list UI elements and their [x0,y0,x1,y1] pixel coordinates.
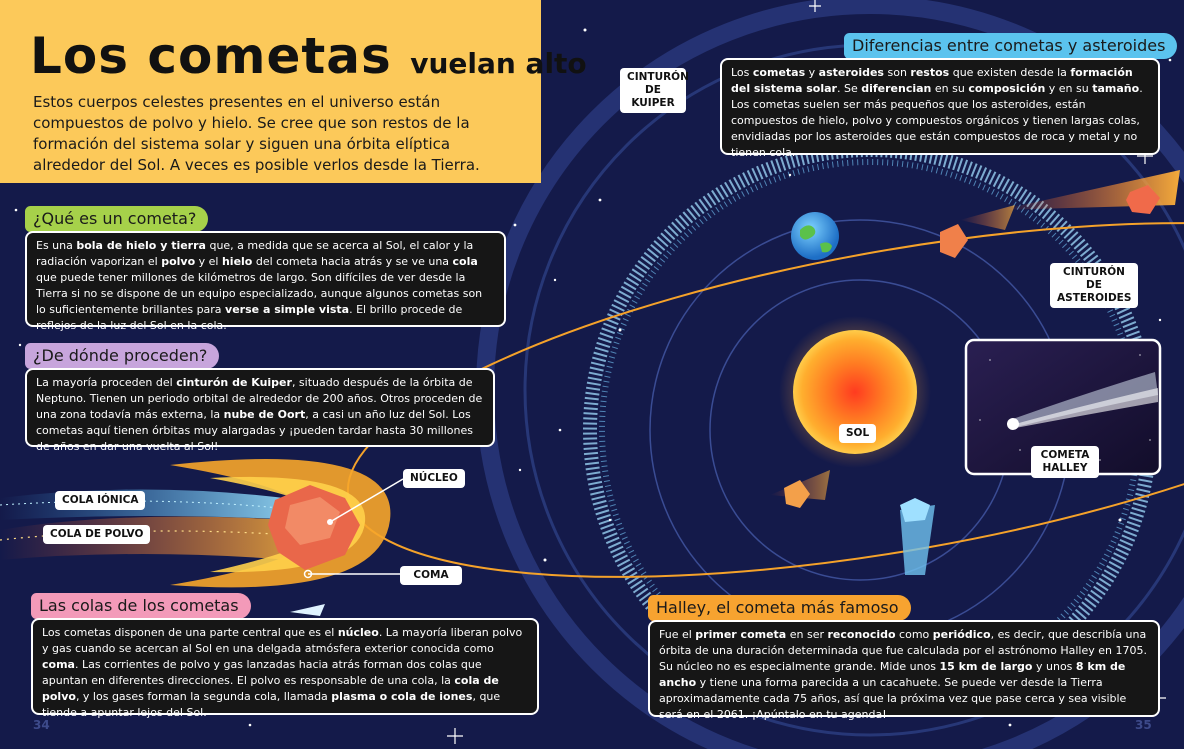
bold-term: restos [910,66,950,79]
bold-term: periódico [932,628,991,641]
bold-term: verse a simple vista [225,303,350,316]
bold-term: tamaño [1092,82,1140,95]
que-text-box: Es una bola de hielo y tierra que, a medida que se acerca al Sol, el calor y la radiación vaporizan el polvo y el hielo del cometa hacia atrás y se ve una cola que puede tener millones de kilómetros de largo. Son difíciles de ver desde la Tierra si no se dispone de un equipo especializado, aunque algunos cometas son lo suficientemente brillantes para verse a simple vista. El brillo procede de reflejos de la luz del Sol en la cola. [25,231,506,327]
label-cola-polvo: COLA DE POLVO [43,525,150,544]
label-kuiper [620,68,689,113]
halley-text-box: Fue el primer cometa en ser reconocido como periódico, es decir, que describía una órbita de una duración determinada que fue calculada por el astrónomo Halley en 1705. Su núcleo no es especialmente grande. Mide unos 15 km de largo y unos 8 km de ancho y tiene una forma parecida a un cacahuete. Se puede ver desde la Tierra aproximadamente cada 75 años, así que la próxima vez que pase cerca y sea visible será en el 2061. ¡Apúntalo en tu agenda! [648,620,1160,717]
bold-term: asteroides [818,66,884,79]
label-halley [1031,446,1099,478]
page-number-left: 34 [33,718,50,732]
halley-heading: Halley, el cometa más famoso [648,595,911,621]
label-cola-ionica: COLA IÓNICA [55,491,145,510]
label-coma: COMA [400,566,462,585]
header-panel [0,0,587,183]
title-sub: vuelan alto [410,47,587,80]
intro-text: Estos cuerpos celestes presentes en el universo están compuestos de polvo y hielo. Se cree que son restos de la formación del sistema solar y siguen una órbita elíptica alrededor del Sol. A veces es posible verlos desde la Tierra. [33,93,480,174]
bold-term: núcleo [337,626,379,639]
donde-heading: ¿De dónde proceden? [25,343,219,369]
bold-term: diferencian [861,82,932,95]
colas-text-box: Los cometas disponen de una parte central que es el núcleo. La mayoría liberan polvo y gas cuando se acercan al Sol en una delgada atmósfera exterior conocida como coma. Las corrientes de polvo y gas lanzadas hacia atrás forman dos colas que apuntan en diferentes direcciones. El polvo es responsable de una cola, la cola de polvo, y los gases forman la segunda cola, llamada plasma o cola de iones, que tiende a apuntar lejos del Sol. [31,618,539,715]
bold-term: formación del sistema solar [731,66,1133,95]
bold-term: 8 km de ancho [659,660,1126,689]
bold-term: cometas [752,66,806,79]
bold-term: composición [968,82,1046,95]
diferencias-heading: Diferencias entre cometas y asteroides [844,33,1177,59]
bold-term: 15 km de largo [939,660,1033,673]
bold-term: primer cometa [695,628,787,641]
bold-term: cola de polvo [42,674,499,703]
label-nucleo: NÚCLEO [403,469,465,488]
label-asteroides-text: CINTURÓN DE ASTEROIDES [1057,266,1132,304]
page-number-right: 35 [1135,718,1152,732]
bold-term: reconocido [827,628,896,641]
title-main: Los cometas [30,27,392,85]
label-kuiper-text: CINTURÓN DE KUIPER [627,71,689,109]
page-title [30,26,587,94]
bold-term: cola [452,255,478,268]
bold-term: plasma o cola de iones [331,690,473,703]
label-sol: SOL [839,424,876,443]
bold-term: cinturón de Kuiper [176,376,292,389]
label-halley-text: COMETA HALLEY [1040,449,1090,474]
diferencias-text-box: Los cometas y asteroides son restos que existen desde la formación del sistema solar. Se diferencian en su composición y en su tamaño. Los cometas suelen ser más pequeños que los asteroides, están compuestos de hielo, polvo y compuestos orgánicos y tienen largas colas, envidiadas por los asteroides que están compuestos de roca y metal y no tienen cola. [720,58,1160,155]
colas-heading: Las colas de los cometas [31,593,251,619]
bold-term: coma [42,658,75,671]
label-asteroides [1050,263,1138,308]
bold-term: hielo [221,255,253,268]
bold-term: bola de hielo y tierra [76,239,206,252]
que-heading: ¿Qué es un cometa? [25,206,208,232]
bold-term: nube de Oort [223,408,306,421]
bold-term: polvo [161,255,196,268]
donde-text-box: La mayoría proceden del cinturón de Kuiper, situado después de la órbita de Neptuno. Tienen un periodo orbital de alrededor de 200 años. Otros proceden de una zona todavía más externa, la nube de Oort, a casi un año luz del Sol. Los cometas aquí tienen órbitas muy alargadas y ¡pueden tardar hasta 30 millones de años en dar una vuelta al Sol! [25,368,495,447]
